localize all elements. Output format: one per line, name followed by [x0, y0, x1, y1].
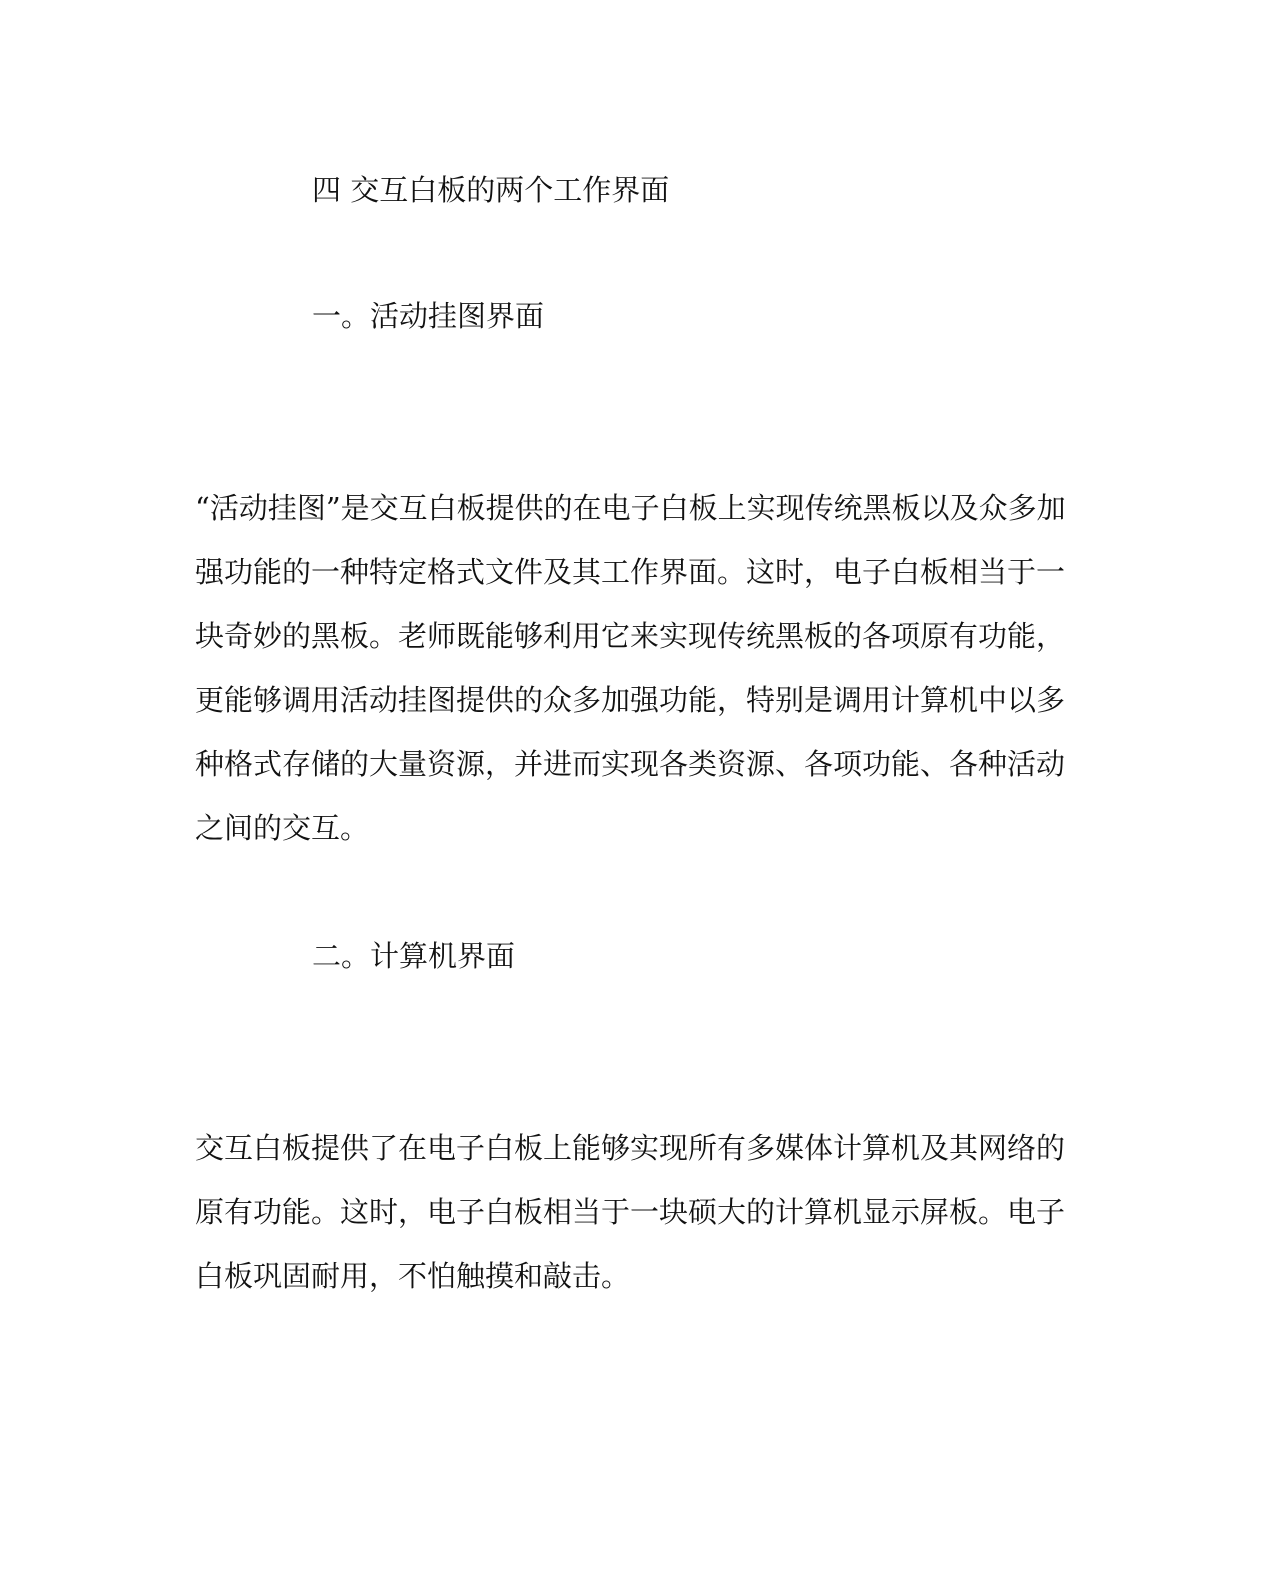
section-heading-computer: 二。计算机界面: [312, 939, 516, 973]
paragraph-line: “活动挂图”是交互白板提供的在电子白板上实现传统黑板以及众多加: [195, 491, 1066, 525]
paragraph-line: 交互白板提供了在电子白板上能够实现所有多媒体计算机及其网络的: [195, 1131, 1066, 1165]
paragraph-line: 强功能的一种特定格式文件及其工作界面。这时，电子白板相当于一: [195, 555, 1066, 589]
paragraph-line: 白板巩固耐用，不怕触摸和敲击。: [195, 1259, 631, 1293]
paragraph-line: 之间的交互。: [195, 811, 370, 845]
paragraph-line: 原有功能。这时，电子白板相当于一块硕大的计算机显示屏板。电子: [195, 1195, 1066, 1229]
paragraph-line: 种格式存储的大量资源，并进而实现各类资源、各项功能、各种活动: [195, 747, 1066, 781]
document-title: 四 交互白板的两个工作界面: [312, 173, 670, 207]
section-heading-flipchart: 一。活动挂图界面: [312, 299, 545, 333]
paragraph-line: 更能够调用活动挂图提供的众多加强功能，特别是调用计算机中以多: [195, 683, 1066, 717]
paragraph-line: 块奇妙的黑板。老师既能够利用它来实现传统黑板的各项原有功能，: [195, 619, 1066, 653]
